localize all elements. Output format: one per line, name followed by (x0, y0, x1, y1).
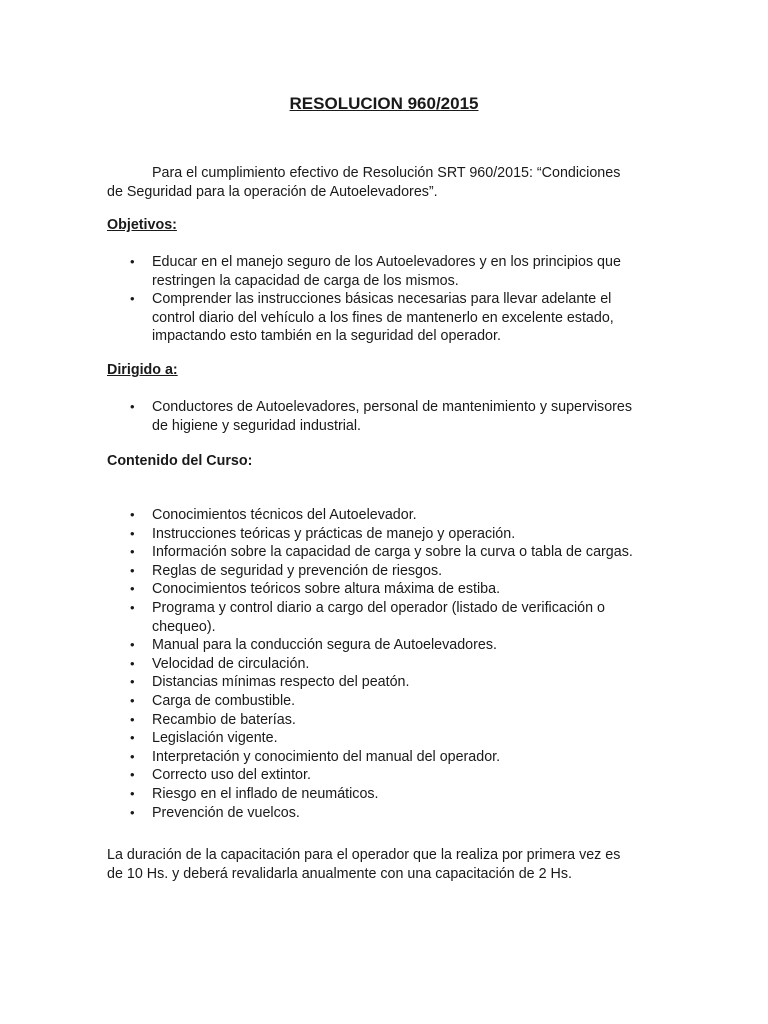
dirigido-item-1 (107, 398, 667, 435)
contenido-item-5 (107, 580, 667, 599)
bullet-icon: • (130, 254, 135, 269)
bullet-icon: • (130, 748, 135, 764)
contenido-item-4 (107, 562, 667, 581)
contenido-item-6-line-1: Programa y control diario a cargo del operador (listado de verificación o (152, 599, 605, 616)
bullet-icon: • (130, 711, 135, 727)
contenido-item-6 (107, 599, 667, 636)
bullet-icon: • (130, 730, 135, 746)
contenido-item-14-text: Correcto uso del extintor. (152, 767, 311, 784)
intro-paragraph (107, 164, 667, 201)
bullet-icon: • (130, 507, 135, 522)
bullet-icon: • (130, 581, 135, 597)
contenido-item-3-text: Información sobre la capacidad de carga y sobre la curva o tabla de cargas. (152, 544, 633, 561)
contenido-item-16-text: Prevención de vuelcos. (152, 804, 300, 821)
contenido-item-14 (107, 766, 667, 785)
contenido-item-16 (107, 804, 667, 823)
bullet-icon: • (130, 544, 135, 560)
bullet-icon: • (130, 399, 135, 414)
objetivos-item-2-line-2: control diario del vehículo a los fines de mantenerlo en excelente estado, (152, 309, 614, 326)
contenido-item-10-text: Carga de combustible. (152, 692, 296, 709)
bullet-icon: • (130, 525, 135, 541)
bullet-icon: • (130, 785, 135, 801)
objetivos-item-1 (107, 253, 667, 290)
contenido-item-13-text: Interpretación y conocimiento del manual del operador. (152, 748, 501, 765)
objetivos-item-1-line-1: Educar en el manejo seguro de los Autoelevadores y en los principios que (152, 254, 621, 270)
contenido-item-3 (107, 543, 667, 562)
contenido-heading: Contenido del Curso: (107, 453, 253, 469)
bullet-icon: • (130, 692, 135, 708)
bullet-icon: • (130, 562, 135, 578)
intro-line-2: de Seguridad para la operación de Autoelevadores”. (107, 183, 438, 200)
bullet-icon: • (130, 599, 135, 615)
contenido-item-12 (107, 729, 667, 748)
bullet-icon: • (130, 637, 135, 653)
contenido-list (107, 506, 667, 822)
objetivos-item-2-line-1: Comprender las instrucciones básicas necesarias para llevar adelante el (152, 291, 612, 308)
dirigido-item-1-line-1: Conductores de Autoelevadores, personal de mantenimiento y supervisores (152, 399, 633, 415)
contenido-item-2-text: Instrucciones teóricas y prácticas de manejo y operación. (152, 525, 516, 542)
contenido-item-12-text: Legislación vigente. (152, 730, 278, 747)
contenido-item-2 (107, 525, 667, 544)
objetivos-list (107, 253, 667, 346)
document-title: RESOLUCION 960/2015 (289, 94, 479, 113)
bullet-icon: • (130, 291, 135, 307)
contenido-item-7 (107, 636, 667, 655)
contenido-item-15-text: Riesgo en el inflado de neumáticos. (152, 785, 379, 802)
objetivos-item-2-line-3: impactando esto también en la seguridad del operador. (152, 328, 501, 345)
contenido-item-1-text: Conocimientos técnicos del Autoelevador. (152, 507, 417, 523)
bullet-icon: • (130, 767, 135, 783)
dirigido-list (107, 398, 667, 435)
bullet-icon: • (130, 804, 135, 820)
closing-paragraph (107, 846, 667, 883)
contenido-item-11-text: Recambio de baterías. (152, 711, 296, 728)
dirigido-heading: Dirigido a: (107, 362, 178, 378)
dirigido-item-1-line-2: de higiene y seguridad industrial. (152, 417, 362, 434)
contenido-item-7-text: Manual para la conducción segura de Autoelevadores. (152, 637, 497, 654)
contenido-item-10 (107, 692, 667, 711)
closing-line-1: La duración de la capacitación para el operador que la realiza por primera vez es (107, 847, 621, 863)
closing-line-2: de 10 Hs. y deberá revalidarla anualmente con una capacitación de 2 Hs. (107, 865, 572, 882)
contenido-item-15 (107, 785, 667, 804)
bullet-icon: • (130, 674, 135, 690)
contenido-item-1 (107, 506, 667, 525)
objetivos-heading: Objetivos: (107, 217, 177, 233)
contenido-item-9 (107, 673, 667, 692)
bullet-icon: • (130, 655, 135, 671)
contenido-item-9-text: Distancias mínimas respecto del peatón. (152, 674, 410, 691)
contenido-item-4-text: Reglas de seguridad y prevención de riesgos. (152, 562, 443, 579)
contenido-item-8 (107, 655, 667, 674)
contenido-item-11 (107, 711, 667, 730)
objetivos-item-1-line-2: restringen la capacidad de carga de los mismos. (152, 272, 459, 289)
intro-line-1-text: Para el cumplimiento efectivo de Resolución SRT 960/2015: “Condiciones (152, 165, 621, 181)
contenido-item-6-line-2: chequeo). (152, 618, 216, 635)
contenido-item-5-text: Conocimientos teóricos sobre altura máxima de estiba. (152, 581, 501, 598)
intro-line-1 (107, 164, 667, 183)
contenido-item-8-text: Velocidad de circulación. (152, 655, 310, 672)
objetivos-item-2 (107, 290, 667, 346)
contenido-item-13 (107, 748, 667, 767)
